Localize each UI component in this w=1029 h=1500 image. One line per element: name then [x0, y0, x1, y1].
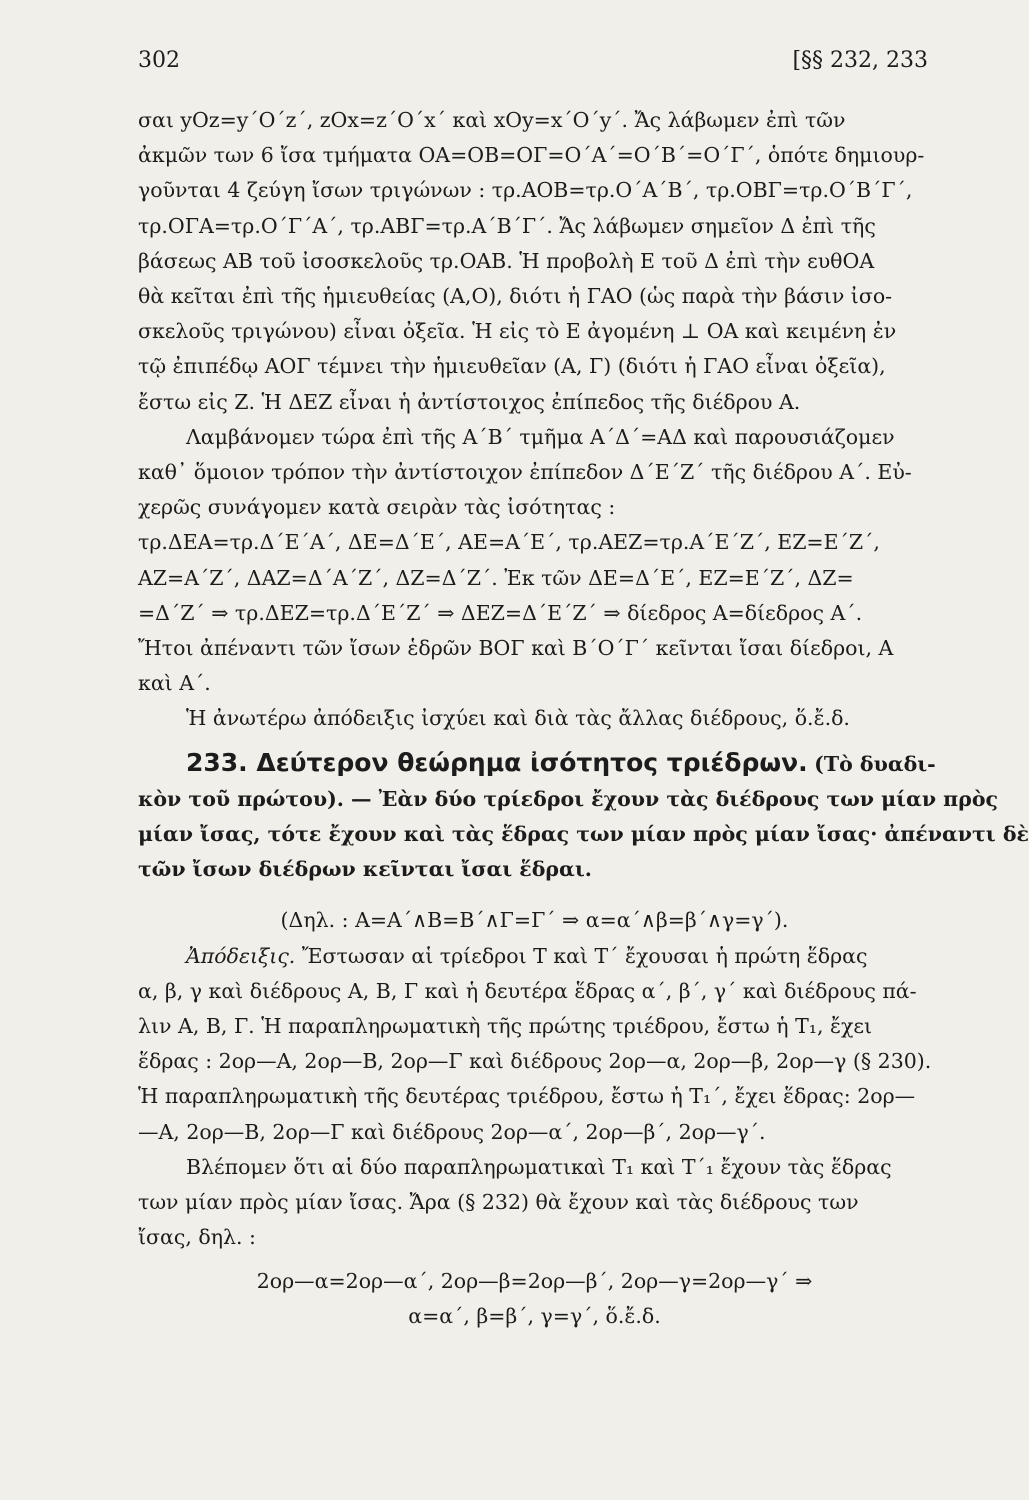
text-line: σκελοῦς τριγώνου) εἶναι ὀξεῖα. Ἡ εἰς τὸ Ε ἀγομένη ⊥ ΟΑ καὶ κειμένη ἐν — [138, 319, 897, 344]
text-line: χερῶς συνάγομεν κατὰ σειρὰν τὰς ἰσότητας : — [138, 495, 616, 520]
text-line: Βλέπομεν ὅτι αἱ δύο παραπληρωματικαὶ Τ₁ καὶ Τ΄₁ ἔχουν τὰς ἕδρας — [186, 1154, 892, 1179]
text-line: ΑΖ=Α΄Ζ΄, ΔΑΖ=Δ΄Α΄Ζ΄, ΔΖ=Δ΄Ζ΄. Ἐκ τῶν ΔΕ=Δ΄Ε΄, ΕΖ=Ε΄Ζ΄, ΔΖ= — [138, 565, 854, 590]
text-line: σαι yOz=y΄O΄z΄, zOx=z΄O΄x΄ καὶ xOy=x΄O΄y΄. Ἄς λάβωμεν ἐπὶ τῶν — [138, 108, 846, 132]
theorem-title: 233. Δεύτερον θεώρημα ἰσότητος τριέδρων. — [186, 747, 808, 777]
text-line: =Δ΄Ζ΄ ⇒ τρ.ΔΕΖ=τρ.Δ΄Ε΄Ζ΄ ⇒ ΔΕΖ=Δ΄Ε΄Ζ΄ ⇒ δίεδρος Α=δίεδρος Α΄. — [138, 600, 863, 625]
text-line: τρ.ΔΕΑ=τρ.Δ΄Ε΄Α΄, ΔΕ=Δ΄Ε΄, ΑΕ=Α΄Ε΄, τρ.ΑΕΖ=τρ.Α΄Ε΄Ζ΄, ΕΖ=Ε΄Ζ΄, — [138, 530, 880, 555]
text-line: των μίαν πρὸς μίαν ἴσας. Ἄρα (§ 232) θὰ ἔχουν καὶ τὰς διέδρους των — [138, 1190, 859, 1215]
theorem-statement-start: (Τὸ δυαδι- — [814, 751, 936, 776]
theorem-statement-line: κὸν τοῦ πρώτου). — Ἐὰν δύο τρίεδροι ἔχουν τὰς διέδρους των μίαν πρὸς — [138, 786, 998, 811]
text-line: ἕδρας : 2ορ—Α, 2ορ—Β, 2ορ—Γ καὶ διέδρους 2ορ—α, 2ορ—β, 2ορ—γ (§ 230). — [138, 1049, 932, 1074]
text-line: —Α, 2ορ—Β, 2ορ—Γ καὶ διέδρους 2ορ—α΄, 2ορ—β΄, 2ορ—γ΄. — [138, 1119, 766, 1144]
proof-232-paragraph-1 — [138, 103, 931, 420]
text-line: βάσεως ΑΒ τοῦ ἰσοσκελοῦς τρ.ΟΑΒ. Ἡ προβολὴ Ε τοῦ Δ ἐπὶ τὴν ευθΟΑ — [138, 248, 875, 273]
theorem-233 — [138, 745, 1029, 888]
section-reference: [§§ 232, 233 — [792, 48, 928, 73]
text-line: ἔστω εἰς Ζ. Ἡ ΔΕΖ εἶναι ἡ ἀντίστοιχος ἐπίπεδος τῆς διέδρου Α. — [138, 389, 801, 414]
text-line: θὰ κεῖται ἐπὶ τῆς ἡμιευθείας (Α,Ο), διότι ἡ ΓΑΟ (ὡς παρὰ τὴν βάσιν ἰσο- — [138, 284, 893, 309]
proof-232-paragraph-2 — [138, 420, 931, 702]
text-line: καθ᾽ ὅμοιον τρόπον τὴν ἀντίστοιχον ἐπίπεδον Δ΄Ε΄Ζ΄ τῆς διέδρου Α΄. Εὐ- — [138, 460, 912, 485]
text-line: καὶ Α΄. — [138, 671, 211, 696]
final-formula-line-1: 2ορ—α=2ορ—α΄, 2ορ—β=2ορ—β΄, 2ορ—γ=2ορ—γ΄ ⇒ — [256, 1268, 813, 1293]
theorem-statement-line: τῶν ἴσων διέδρων κεῖνται ἴσαι ἕδραι. — [138, 857, 592, 882]
text-line: ἀκμῶν των 6 ἴσα τμήματα ΟΑ=ΟΒ=ΟΓ=Ο΄Α΄=Ο΄Β΄=Ο΄Γ΄, ὁπότε δημιουρ- — [138, 143, 925, 168]
text-line: γοῦνται 4 ζεύγη ἴσων τριγώνων : τρ.ΑΟΒ=τρ.Ο΄Α΄Β΄, τρ.ΟΒΓ=τρ.Ο΄Β΄Γ΄, — [138, 178, 913, 203]
text-line: α, β, γ καὶ διέδρους Α, Β, Γ καὶ ἡ δευτέρα ἕδρας α΄, β΄, γ΄ καὶ διέδρους πά- — [138, 978, 917, 1003]
page-header — [138, 48, 928, 84]
proof-233-paragraph-3 — [138, 1150, 931, 1256]
final-formula-line-2: α=α΄, β=β΄, γ=γ΄, ὅ.ἔ.δ. — [408, 1303, 661, 1328]
proof-text: Ἔστωσαν αἱ τρίεδροι Τ καὶ Τ΄ ἔχουσαι ἡ πρώτη ἕδρας — [301, 943, 868, 968]
text-line: λιν Α, Β, Γ. Ἡ παραπληρωματικὴ τῆς πρώτης τριέδρου, ἔστω ἡ Τ₁, ἔχει — [138, 1014, 873, 1039]
text-line: Ἤτοι ἀπέναντι τῶν ἴσων ἑδρῶν ΒΟΓ καὶ Β΄Ο΄Γ΄ κεῖνται ἴσαι δίεδροι, Α — [138, 636, 894, 661]
text-line: τρ.ΟΓΑ=τρ.Ο΄Γ΄Α΄, τρ.ΑΒΓ=τρ.Α΄Β΄Γ΄. Ἄς λάβωμεν σημεῖον Δ ἐπὶ τῆς — [138, 213, 876, 238]
text-line: ἴσας, δηλ. : — [138, 1225, 256, 1250]
text-line: τῷ ἐπιπέδῳ ΑΟΓ τέμνει τὴν ἡμιευθεῖαν (Α, Γ) (διότι ἡ ΓΑΟ εἶναι ὀξεῖα), — [138, 354, 886, 379]
text-line: Ἡ παραπληρωματικὴ τῆς δευτέρας τριέδρου, ἔστω ἡ Τ₁΄, ἔχει ἕδρας: 2ορ— — [138, 1084, 916, 1109]
proof-233 — [138, 939, 931, 1150]
proof-label: Ἀπόδειξις. — [186, 943, 296, 968]
proof-232-closing: Ἡ ἀνωτέρω ἀπόδειξις ἰσχύει καὶ διὰ τὰς ἄλλας διέδρους, ὅ.ἔ.δ. — [186, 706, 850, 731]
theorem-statement-line: μίαν ἴσας, τότε ἔχουν καὶ τὰς ἕδρας των μίαν πρὸς μίαν ἴσας· ἀπέναντι δὲ — [138, 822, 1029, 847]
page-body — [138, 103, 1029, 1334]
page-number: 302 — [138, 48, 180, 73]
text-line: Λαμβάνομεν τώρα ἐπὶ τῆς Α΄Β΄ τμῆμα Α΄Δ΄=ΑΔ καὶ παρουσιάζομεν — [186, 424, 895, 449]
theorem-formula: (Δηλ. : Α=Α΄∧Β=Β΄∧Γ=Γ΄ ⇒ α=α΄∧β=β΄∧γ=γ΄). — [280, 908, 789, 933]
